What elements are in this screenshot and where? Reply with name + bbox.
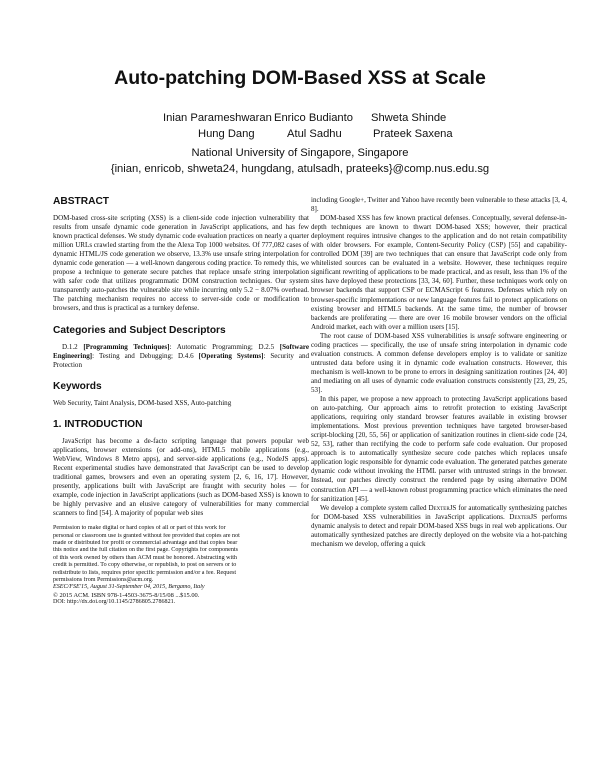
left-column xyxy=(53,196,309,607)
body-paragraph: including Google+, Twitter and Yahoo have recently been vulnerable to these attacks [3, 4, 8]. xyxy=(311,196,567,214)
permission-notice xyxy=(53,525,309,606)
author-row-1 xyxy=(0,112,600,128)
author-name: Hung Dang xyxy=(198,128,255,140)
categories-heading: Categories and Subject Descriptors xyxy=(53,324,226,336)
permission-line: Permission to make digital or hard copies of all or part of this work for xyxy=(53,525,226,532)
body-paragraph: We develop a complete system called DexterJS for automatically synthesizing patches for DOM-based XSS vulnerabilities in JavaScript applications. DexterJS performs dynamic analysis to detect and repair DOM-based XSS bugs in real web applications. Our automatically synthesized patches are directly deployed on the website via a hot-patching mechanism we develop, offering a quick xyxy=(311,503,568,548)
introduction-heading: 1. INTRODUCTION xyxy=(53,418,143,430)
author-emails: {inian, enricob, shweta24, hungdang, atulsadh, prateeks}@comp.nus.edu.sg xyxy=(110,163,490,175)
permission-line: made or distributed for profit or commercial advantage and that copies bear xyxy=(53,539,238,546)
conference-info: ESEC/FSE'15, August 31-September 04, 2015, Bergamo, Italy xyxy=(53,584,205,591)
permission-line: personal or classroom use is granted without fee provided that copies are not xyxy=(53,532,240,539)
permission-line: credit is permitted. To copy otherwise, or republish, to post on servers or to xyxy=(53,562,237,569)
permission-line: this notice and the full citation on the first page. Copyrights for components xyxy=(53,547,238,554)
abstract-text: DOM-based cross-site scripting (XSS) is a client-side code injection vulnerability that results from unsafe dynamic code generation in JavaScript applications, and has few known practical defenses. We study dynamic code evaluation practices on nearly a quarter million URLs crawled starting from the the Alexa Top 1000 websites. Of 777,082 cases of dynamic HTML/JS code generation we observe, 13.3% use unsafe string interpolation for dynamic code generation — a well-known dangerous coding practice. To remedy this, we propose a technique to generate secure patches that replace unsafe string interpolation with safer code that utilizes programmatic DOM construction techniques. Our system transparently auto-patches the vulnerable site while incurring only 5.2 − 8.07% overhead. The patching mechanism requires no access to server-side code or modification to browsers, and thus is practical as a turnkey defense. xyxy=(53,214,309,313)
body-paragraph: In this paper, we propose a new approach to protecting JavaScript applications based on auto-patching. Our approach aims to retrofit protection to existing JavaScript applications, requiring only standard browser features available in existing browser implementations. Most previous prevention techniques have targeted browser-based script-blocking [20, 55, 56] or application of sanitization routines in client-side code [24, 52, 53], rather than rectifying the code to perform safe code evaluation. Our proposed approach is to automatically synthesize secure code patches which replaces unsafe application logic responsible for dynamic code evaluation. The generated patches generate dynamic code without invoking the HTML parser with untrusted strings in the browser. Instead, our patches directly construct the rendered page by using alternative DOM construction API — a well-known robust programming practice which eliminates the need for sanitization [45]. xyxy=(311,395,567,503)
author-name: Atul Sadhu xyxy=(287,128,342,140)
keywords-text: Web Security, Taint Analysis, DOM-based XSS, Auto-patching xyxy=(53,398,232,407)
author-row-2 xyxy=(0,128,600,144)
permission-line: redistribute to lists, requires prior specific permission and/or a fee. Request xyxy=(53,569,237,576)
paper-title: Auto-patching DOM-Based XSS at Scale xyxy=(114,67,486,89)
author-name: Enrico Budianto xyxy=(274,112,353,124)
body-paragraph: The root cause of DOM-based XSS vulnerabilities is unsafe software engineering or coding practices — specifically, the use of unsafe string interpolation in dynamic code evaluation constructs. A common defense developers employ is to validate or sanitize untrusted data before using it in dynamic code evaluation constructs. However, this mechanism is well-known to be prone to errors in designing sanitization routines [24, 40] and mediating on all uses of dynamic code evaluation constructs consistently [23, 29, 25, 53]. xyxy=(311,331,567,394)
affiliation: National University of Singapore, Singapore xyxy=(191,147,409,159)
permission-line: permissions from Permissions@acm.org. xyxy=(53,576,154,583)
introduction-paragraph: JavaScript has become a de-facto scripting language that powers popular web applications, browser extensions (or add-ons), HTML5 mobile applications (e.g., WebView, Windows 8 Metro apps), and server-side applications (e.g., NodeJS apps). Recent experimental studies have demonstrated that JavaScript can be used to develop traditional games, browsers and even an operating system [2, 6, 16, 17]. However, presently, applications built with JavaScript are fraught with security holes — for example, code injection in JavaScript applications (such as DOM-based XSS) is known to be highly pervasive and an elusive category of vulnerabilities for many commercial scanners to find [54]. A majority of popular web sites xyxy=(53,436,309,518)
copyright-line: © 2015 ACM. ISBN 978-1-4503-3675-8/15/08 ...$15.00. xyxy=(53,591,200,599)
abstract-heading: ABSTRACT xyxy=(53,196,110,207)
right-column xyxy=(311,196,567,549)
author-name: Inian Parameshwaran xyxy=(163,112,272,124)
doi-line: DOI: http://dx.doi.org/10.1145/2786805.2786821. xyxy=(53,599,176,606)
keywords-heading: Keywords xyxy=(53,380,102,392)
author-name: Prateek Saxena xyxy=(373,128,453,140)
categories-text: D.1.2 [Programming Techniques]: Automatic Programming; D.2.5 [Software Engineering]: Testing and Debugging; D.4.6 [Operating Systems]: Security and Protection xyxy=(53,342,309,369)
permission-line: of this work owned by others than ACM must be honored. Abstracting with xyxy=(53,554,237,561)
body-paragraph: DOM-based XSS has few known practical defenses. Conceptually, several defense-in-depth techniques are known to thwart DOM-based XSS; however, their practical deployment requires intrusive changes to the application and do not retain compatibility with older browsers. For example, Content-Security Policy (CSP) [55] and capability-controlled DOM [39] are two techniques that can ensure that JavaScript code only from whitelisted sources can be evaluated in a website. However, these techniques require significant rewriting of applications to be made practical, and as result, less than 1% of the sites have deployed these protections [33, 34, 60]. Further, these techniques work only on browser backends that support CSP or ECMAScript 6 features. Defenses which rely on browser-specific implementations or new language features fail to protect applications on existing browser and HTML5 backends. At the same time, the number of browser backends are proliferating — there are over 16 mobile browser vendors on the official Android market, each with over a million users [15]. xyxy=(311,214,567,331)
author-name: Shweta Shinde xyxy=(371,112,447,124)
